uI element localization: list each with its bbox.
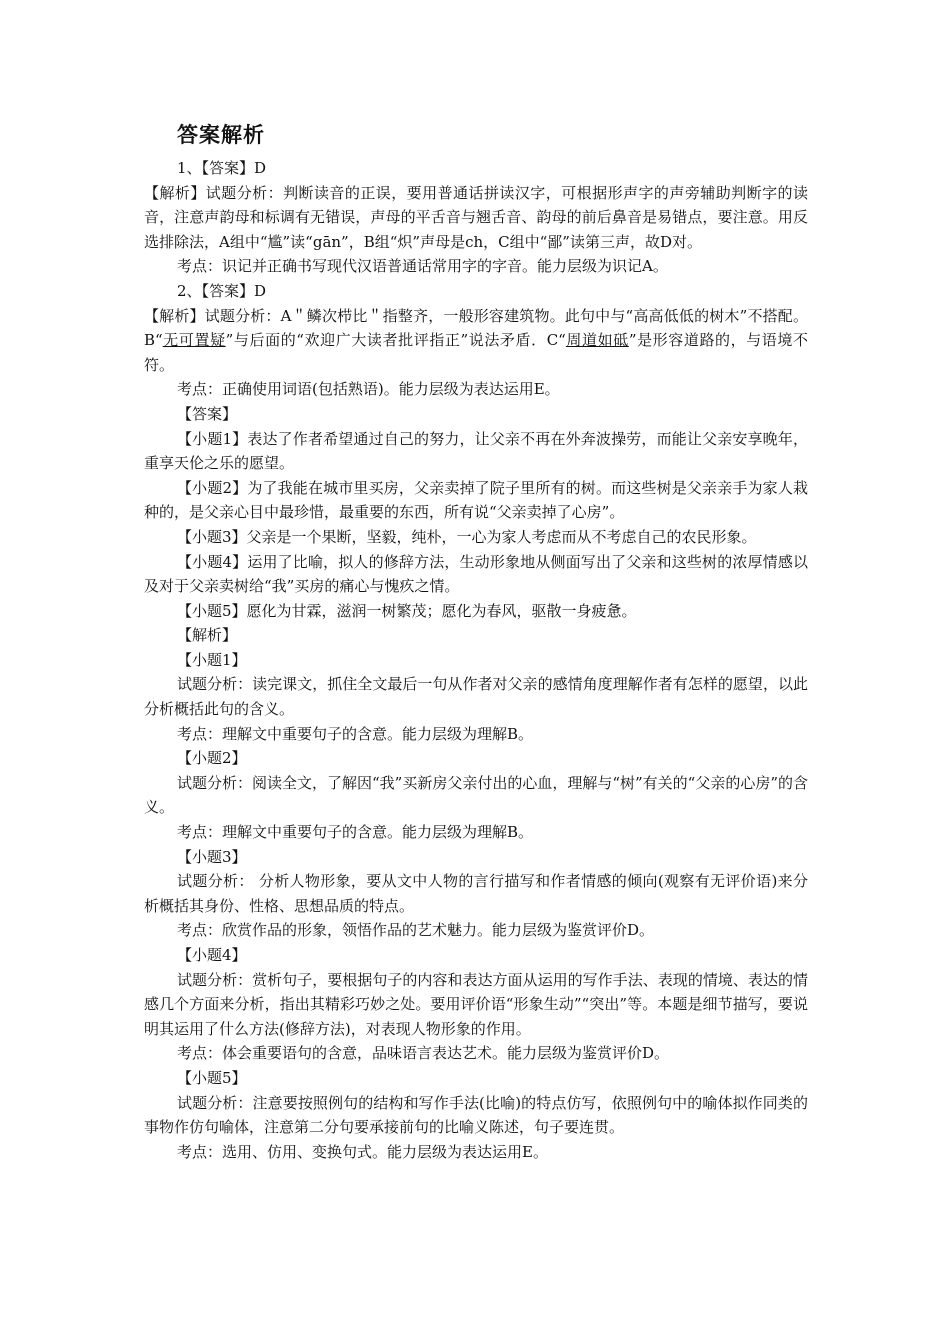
subq1-point: 考点：理解文中重要句子的含意。能力层级为理解B。 (177, 724, 534, 743)
q2-analysis-part-b: ”与后面的“欢迎广大读者批评指正”说法矛盾．C“ (225, 331, 566, 350)
q3-answer-5: 【小题5】愿化为甘霖，滋润一树繁茂；愿化为春风，驱散一身疲惫。 (177, 601, 637, 620)
subq3-analysis: 试题分析： 分析人物形象，要从文中人物的言行描写和作者情感的倾向(观察有无评价语)来分析概括其身份、性格、思想品质的特点。 (144, 872, 808, 915)
q2-analysis-part-c: ”是形容道路的，与语境不符。 (144, 331, 808, 374)
subq4-label: 【小题4】 (177, 946, 247, 964)
q3-analysis-header: 【解析】 (177, 626, 238, 645)
q3-answer-header: 【答案】 (177, 404, 238, 423)
q2-analysis-part-a: 【解析】试题分析：A＂鳞次栉比＂指整齐，一般形容建筑物。此句中与“高高低低的树木”不搭配。B“ (144, 306, 808, 350)
subq4-point: 考点：体会重要语句的含意，品味语言表达艺术。能力层级为鉴赏评价D。 (177, 1044, 670, 1063)
subq1-analysis: 试题分析：读完课文，抓住全文最后一句从作者对父亲的感情角度理解作者有怎样的愿望，以此分析概括此句的含义。 (144, 675, 808, 719)
q1-point: 考点：识记并正确书写现代汉语普通话常用字的字音。能力层级为识记A。 (177, 257, 668, 276)
q2-analysis (144, 304, 808, 378)
q3-answer-4: 【小题4】运用了比喻，拟人的修辞方法，生动形象地从侧面写出了父亲和这些树的浓厚情感以及对于父亲卖树给“我”买房的痛心与愧疚之情。 (144, 552, 808, 596)
q2-point: 考点：正确使用词语(包括熟语)。能力层级为表达运用E。 (177, 380, 560, 399)
subq1-label: 【小题1】 (177, 650, 247, 669)
subq2-point: 考点：理解文中重要句子的含意。能力层级为理解B。 (177, 823, 534, 842)
q3-answer-2: 【小题2】为了我能在城市里买房，父亲卖掉了院子里所有的树。而这些树是父亲亲手为家人栽种的，是父亲心目中最珍惜，最重要的东西，所有说“父亲卖掉了心房”。 (144, 478, 808, 522)
subq3-point: 考点：欣赏作品的形象，领悟作品的艺术魅力。能力层级为鉴赏评价D。 (177, 921, 655, 940)
page-title: 答案解析 (177, 123, 265, 147)
subq5-analysis: 试题分析：注意要按照例句的结构和写作手法(比喻)的特点仿写，依照例句中的喻体拟作同类的事物作仿句喻体，注意第二分句要承接前句的比喻义陈述，句子要连贯。 (144, 1093, 808, 1137)
q1-answer: 1、【答案】D (177, 159, 267, 177)
document-body (144, 118, 808, 1164)
subq5-label: 【小题5】 (177, 1068, 247, 1087)
q3-answer-3: 【小题3】父亲是一个果断，坚毅，纯朴，一心为家人考虑而从不考虑自己的农民形象。 (177, 527, 757, 546)
subq2-analysis: 试题分析：阅读全文，了解因“我”买新房父亲付出的心血，理解与“树”有关的“父亲的心房”的含义。 (144, 773, 809, 817)
q1-analysis: 【解析】试题分析：判断读音的正误，要用普通话拼读汉字，可根据形声字的声旁辅助判断字的读音，注意声韵母和标调有无错误，声母的平舌音与翘舌音、韵母的前后鼻音是易错点，要注意。用反选排除法，A组中“尴”读“gān”，B组“炽”声母是ch，C组中“鄙”读第三声，故D对。 (144, 183, 808, 251)
subq5-point: 考点：选用、仿用、变换句式。能力层级为表达运用E。 (177, 1142, 548, 1161)
subq4-analysis: 试题分析：赏析句子，要根据句子的内容和表达方面从运用的写作手法、表现的情境、表达的情感几个方面来分析，指出其精彩巧妙之处。要用评价语“形象生动”“突出”等。本题是细节描写，要说明其运用了什么方法(修辞方法)，对表现人物形象的作用。 (144, 970, 808, 1038)
q3-answer-1: 【小题1】表达了作者希望通过自己的努力，让父亲不再在外奔波操劳，而能让父亲安享晚年，重享天伦之乐的愿望。 (144, 429, 808, 473)
q2-term-c: 周道如砥 (565, 331, 629, 350)
subq2-label: 【小题2】 (177, 749, 247, 768)
q2-answer: 2、【答案】D (177, 281, 267, 300)
subq3-label: 【小题3】 (177, 847, 247, 866)
q2-term-b: 无可置疑 (162, 331, 226, 350)
